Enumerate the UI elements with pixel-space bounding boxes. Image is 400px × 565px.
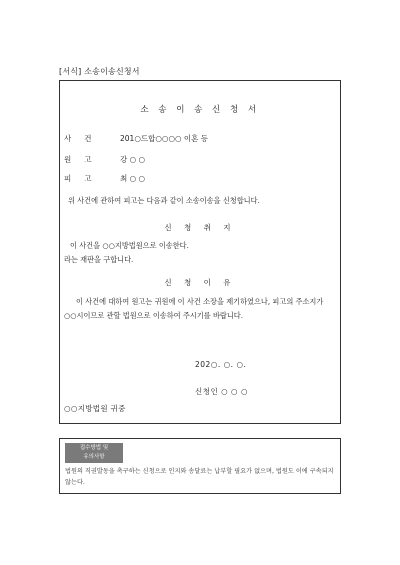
- document-title: 소 송 이 송 신 청 서: [140, 105, 260, 115]
- field-plaintiff: [64, 154, 145, 165]
- purpose-line-1: 이 사건을 ○○지방법원으로 이송한다.: [70, 241, 189, 250]
- field-defendant-key: 피고: [64, 174, 105, 183]
- notice-header-line-2: 유의사항: [83, 454, 105, 460]
- notice-header: [65, 443, 123, 463]
- purpose-title: 신 청 취 지: [164, 223, 236, 232]
- purpose-line-2: 라는 재판을 구합니다.: [64, 255, 134, 264]
- field-plaintiff-value: 강 ○ ○: [120, 155, 146, 164]
- notice-box: [59, 438, 341, 494]
- form-label: [서식] 소송이송신청서: [59, 67, 140, 76]
- field-plaintiff-key: 원고: [64, 155, 105, 164]
- application-document: [59, 80, 341, 424]
- field-defendant-value: 최 ○ ○: [120, 174, 146, 183]
- field-case-key: 사건: [64, 134, 105, 143]
- intro-paragraph: 위 사건에 관하여 피고는 다음과 같이 소송이송을 신청합니다.: [68, 196, 260, 205]
- applicant-signature: 신청인 ○ ○ ○: [195, 387, 249, 396]
- field-defendant: [64, 173, 145, 184]
- field-case-value: 201○드합○○○○ 이혼 등: [120, 134, 209, 143]
- reason-title: 신 청 이 유: [164, 278, 236, 287]
- addressee-court: ○○지방법원 귀중: [64, 404, 126, 413]
- notice-header-line-1: 접수방법 및: [79, 445, 109, 451]
- filing-date: 202○. ○. ○.: [195, 360, 247, 369]
- reason-paragraph: 이 사건에 대하여 원고는 귀원에 이 사건 소장을 제기하였으나, 피고의 주소지가 ○○시이므로 관할 법원으로 이송하여 주시기를 바랍니다.: [64, 297, 324, 320]
- notice-text: 법원의 직권발동을 촉구하는 신청으로 인지와 송달료는 납부할 필요가 없으며, 법원도 이에 구속되지 않는다.: [65, 468, 334, 486]
- field-case: [64, 133, 208, 144]
